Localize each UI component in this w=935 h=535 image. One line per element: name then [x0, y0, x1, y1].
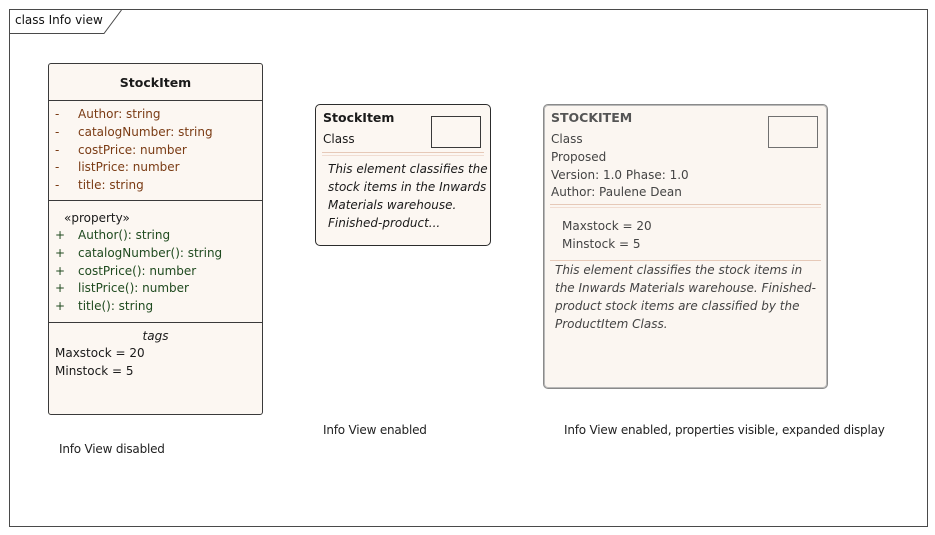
element-author: Author: Paulene Dean — [551, 185, 682, 199]
visibility-marker: + — [55, 299, 66, 314]
operation-text: title(): string — [78, 299, 154, 314]
operation-row[interactable] — [49, 263, 262, 281]
visibility-marker: - — [55, 160, 60, 175]
attribute-row[interactable] — [49, 159, 262, 177]
info-view-stockitem[interactable] — [315, 104, 491, 246]
operation-row[interactable] — [49, 280, 262, 298]
operation-row[interactable] — [49, 245, 262, 263]
divider — [322, 152, 484, 153]
visibility-marker: + — [55, 281, 66, 296]
attribute-row[interactable] — [49, 142, 262, 160]
divider — [550, 204, 821, 205]
divider — [322, 155, 484, 156]
operation-text: listPrice(): number — [78, 281, 189, 296]
element-version: Version: 1.0 Phase: 1.0 — [551, 168, 689, 182]
tag-value: Minstock = 5 — [562, 237, 641, 251]
attribute-text: costPrice: number — [78, 142, 187, 157]
visibility-marker: - — [55, 178, 60, 193]
tag-value: Maxstock = 20 — [55, 346, 145, 360]
tags-compartment[interactable] — [49, 323, 262, 381]
attribute-text: Author: string — [78, 107, 161, 121]
frame-title: class Info view — [15, 13, 103, 27]
element-type: Class — [551, 132, 583, 146]
caption-info-view-enabled: Info View enabled — [323, 423, 427, 437]
element-type: Class — [323, 132, 355, 146]
operation-text: catalogNumber(): string — [78, 245, 223, 260]
attribute-row[interactable] — [49, 124, 262, 142]
visibility-marker: + — [55, 263, 66, 278]
visibility-marker: + — [55, 228, 66, 242]
class-icon — [431, 116, 481, 148]
caption-info-view-expanded: Info View enabled, properties visible, expanded display — [564, 423, 885, 437]
info-view-expanded-stockitem[interactable] — [543, 104, 828, 389]
attribute-text: title: string — [78, 178, 144, 193]
caption-info-view-disabled: Info View disabled — [59, 442, 165, 456]
tag-value: Minstock = 5 — [55, 363, 134, 378]
class-icon — [768, 116, 818, 148]
visibility-marker: - — [55, 107, 60, 121]
operation-text: Author(): string — [78, 228, 171, 242]
tag-value: Maxstock = 20 — [562, 219, 652, 233]
stereotype-label: «property» — [64, 211, 130, 225]
operation-row[interactable] — [49, 298, 262, 316]
operations-compartment[interactable] — [49, 201, 262, 323]
operation-text: costPrice(): number — [78, 263, 197, 278]
frame-title-tab[interactable] — [10, 10, 122, 34]
attributes-compartment[interactable] — [49, 101, 262, 201]
visibility-marker: + — [55, 245, 66, 260]
class-stockitem[interactable] — [48, 63, 263, 415]
attribute-text: listPrice: number — [78, 160, 180, 175]
element-status: Proposed — [551, 150, 607, 164]
visibility-marker: - — [55, 142, 60, 157]
tags-title: tags — [142, 329, 169, 343]
attribute-text: catalogNumber: string — [78, 124, 213, 139]
class-name: StockItem — [49, 64, 262, 101]
element-name: StockItem — [323, 110, 395, 125]
element-notes: This element classifies the stock items in the Inwards Materials warehouse. Finished-product stock items are classified by the ProductItem Class. — [555, 263, 816, 331]
element-name: STOCKITEM — [551, 110, 633, 125]
divider — [550, 207, 821, 208]
operation-row[interactable] — [49, 227, 262, 245]
attribute-row[interactable] — [49, 106, 262, 124]
attribute-row[interactable] — [49, 177, 262, 195]
visibility-marker: - — [55, 124, 60, 139]
element-notes: This element classifies the stock items in the Inwards Materials warehouse. Finished-product... — [328, 162, 488, 230]
